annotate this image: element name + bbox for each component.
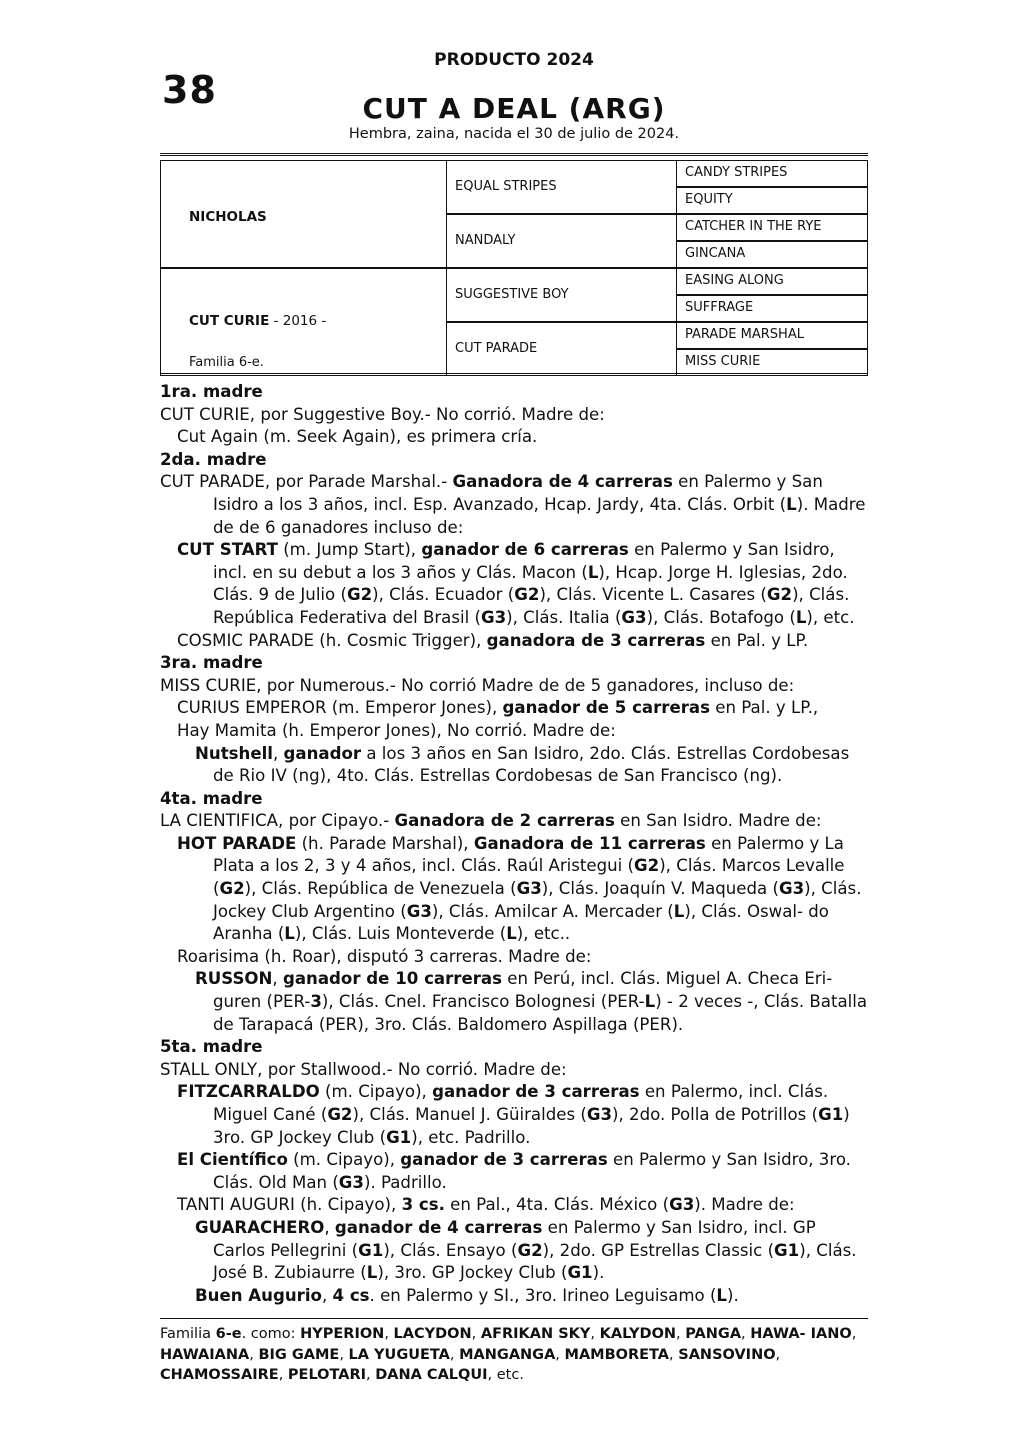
pedigree-gen3-cell xyxy=(676,295,868,322)
text-run: a los 3 años en San Isidro, 2do. Clás. Estrellas Cordobesas de Rio IV (ng), 4to. Clás. Estrellas Cordobesas de San Francisco (ng). xyxy=(213,743,850,786)
text-run: LA CIENTIFICA, por Cipayo.- xyxy=(160,811,395,831)
text-run: , xyxy=(249,1346,259,1363)
bold-text: HOT PARADE xyxy=(177,833,297,853)
text-run: ). xyxy=(727,1285,739,1305)
text-run: en Palermo y La Plata a los 2, 3 y 4 años, incl. Clás. Raúl Aristegui ( xyxy=(213,833,844,876)
text-run: CUT CURIE, por Suggestive Boy.- No corrió. Madre de: xyxy=(160,404,605,424)
bold-text: ganador de 3 carreras xyxy=(432,1082,640,1102)
text-run: ), etc. Padrillo. xyxy=(411,1127,531,1147)
bold-text: G2 xyxy=(346,585,373,605)
text-run: en Palermo y San Isidro, 3ro. Clás. Old Man ( xyxy=(213,1150,851,1192)
bold-text: PELOTARI xyxy=(287,1367,367,1383)
bold-text: G1 xyxy=(818,1105,844,1124)
produce-paragraph xyxy=(160,1194,872,1217)
bold-text: Buen Augurio xyxy=(195,1285,322,1305)
pedigree-dam: CUT CURIE xyxy=(189,313,270,329)
text-run: ), Clás. Italia ( xyxy=(506,607,622,627)
bold-text: PANGA xyxy=(685,1326,742,1342)
pedigree-gen3-name: CANDY STRIPES xyxy=(685,165,788,180)
text-run: en Palermo y San Isidro, incl. GP Carlos Pellegrini ( xyxy=(213,1217,816,1260)
bold-text: G3 xyxy=(516,879,542,899)
text-run: Familia xyxy=(160,1326,216,1342)
pedigree-gen3-cell xyxy=(676,187,868,214)
bold-text: HAWA- IANO xyxy=(750,1326,852,1342)
text-run: en Palermo, incl. Clás. Miguel Cané ( xyxy=(213,1082,829,1124)
text-run: ). Madre de: xyxy=(694,1195,795,1215)
text-run: , xyxy=(272,743,284,763)
text-run: , xyxy=(321,1285,333,1305)
bold-text: MANGANGA xyxy=(459,1346,556,1363)
pedigree-gen3-name: SUFFRAGE xyxy=(685,300,754,315)
text-run: ), etc. xyxy=(806,607,855,627)
text-run: . como: xyxy=(241,1326,301,1342)
bold-text: 4 cs xyxy=(332,1285,370,1305)
bold-text: RUSSON xyxy=(195,969,273,989)
produce-paragraph xyxy=(160,946,872,969)
pedigree-dam-dam: CUT PARADE xyxy=(455,341,538,356)
pedigree-sire-sire: EQUAL STRIPES xyxy=(455,179,557,194)
text-run: , xyxy=(384,1326,394,1342)
bold-text: G3 xyxy=(586,1105,613,1124)
bold-text: Nutshell xyxy=(195,743,273,763)
bold-text: CUT START xyxy=(177,540,278,560)
text-run: ), Clás. Manuel J. Güiraldes ( xyxy=(352,1105,587,1124)
pedigree-sire-dam: NANDALY xyxy=(455,233,516,248)
product-year-heading: PRODUCTO 2024 xyxy=(434,50,594,70)
pedigree-table xyxy=(160,153,868,376)
text-run: ), Hcap. Jorge H. Iglesias, 2do. Clás. 9 de Julio ( xyxy=(213,562,848,605)
bold-text: L xyxy=(506,924,517,944)
text-run: ), Clás. Amilcar A. Mercader ( xyxy=(431,901,674,921)
bold-text: 3 cs. xyxy=(401,1195,445,1215)
text-run: ). Madre de de 6 ganadores incluso de: xyxy=(213,494,866,537)
text-run: , xyxy=(471,1326,481,1342)
text-run: , xyxy=(366,1367,376,1383)
pedigree-sire-dam-cell xyxy=(446,214,677,268)
produce-paragraph xyxy=(160,404,872,427)
text-run: ), Clás. Ensayo ( xyxy=(383,1240,518,1260)
text-run: , xyxy=(339,1346,349,1363)
text-run: , xyxy=(741,1326,751,1342)
produce-paragraph xyxy=(160,833,872,946)
text-run: CUT PARADE, por Parade Marshal.- xyxy=(160,472,453,492)
pedigree-gen3-cell xyxy=(676,322,868,349)
text-run: (m. Jump Start), xyxy=(277,540,422,560)
pedigree-sire: NICHOLAS xyxy=(189,209,267,225)
text-run: ), Clás. Ecuador ( xyxy=(372,585,515,605)
text-run: , xyxy=(590,1326,600,1342)
text-run: COSMIC PARADE (h. Cosmic Trigger), xyxy=(177,630,487,650)
pedigree-gen3-name: PARADE MARSHAL xyxy=(685,327,804,342)
bold-text: L xyxy=(587,562,599,582)
pedigree-gen3-cell xyxy=(676,214,868,241)
bold-text: G2 xyxy=(766,585,793,605)
produce-paragraph xyxy=(160,539,872,629)
text-run: . en Palermo y SI., 3ro. Irineo Leguisamo ( xyxy=(369,1285,717,1305)
pedigree-familia: Familia 6-e. xyxy=(189,355,264,370)
produce-paragraph xyxy=(160,1285,872,1308)
text-run: ), etc.. xyxy=(516,924,571,944)
text-run: CURIUS EMPEROR (m. Emperor Jones), xyxy=(177,698,503,718)
dam-generation-heading: 3ra. madre xyxy=(160,653,263,673)
produce-paragraph xyxy=(160,743,872,788)
bold-text: G3 xyxy=(480,607,507,627)
text-run: en Pal. y LP., xyxy=(710,698,819,718)
text-run: ) 3ro. GP Jockey Club ( xyxy=(213,1105,850,1147)
bold-text: L xyxy=(786,494,797,514)
bold-text: G2 xyxy=(634,856,660,876)
text-run: en Pal. y LP. xyxy=(705,630,809,650)
text-run: ), Clás. Marcos Levalle ( xyxy=(213,856,845,899)
bold-text: L xyxy=(644,992,656,1012)
bold-text: G3 xyxy=(621,607,647,627)
bold-text: ganador de 4 carreras xyxy=(334,1217,543,1237)
bold-text: ganador xyxy=(283,743,362,763)
bold-text: ganador de 5 carreras xyxy=(502,698,711,718)
pedigree-gen3-cell xyxy=(676,268,868,295)
text-run: , xyxy=(449,1346,460,1363)
bold-text: CHAMOSSAIRE xyxy=(160,1367,279,1383)
dam-generation-heading: 4ta. madre xyxy=(160,788,263,808)
bold-text: ganador de 10 carreras xyxy=(282,969,502,989)
bold-text: LA YUGUETA xyxy=(348,1346,450,1363)
bold-text: Ganadora de 2 carreras xyxy=(394,811,615,831)
pedigree-gen3-name: GINCANA xyxy=(685,246,746,261)
bold-text: G3 xyxy=(669,1195,695,1215)
pedigree-dam-sire-cell xyxy=(446,268,677,322)
text-run: , xyxy=(324,1217,335,1237)
pedigree-sire-sire-cell xyxy=(446,160,677,214)
bold-text: KALYDON xyxy=(599,1326,677,1342)
text-run: (m. Cipayo), xyxy=(287,1150,401,1170)
bold-text: 6-e xyxy=(215,1326,242,1342)
text-run: en Palermo y San Isidro, incl. en su debut a los 3 años y Clás. Macon ( xyxy=(213,540,835,582)
produce-paragraph xyxy=(160,810,872,833)
text-run: ), Clás. José B. Zubiaurre ( xyxy=(213,1240,857,1283)
bold-text: BIG GAME xyxy=(258,1346,340,1363)
bold-text: L xyxy=(795,607,807,627)
bold-text: ganadora de 3 carreras xyxy=(486,630,706,650)
bold-text: G1 xyxy=(774,1240,800,1260)
produce-record xyxy=(160,381,872,1307)
bold-text: ganador de 3 carreras xyxy=(400,1150,608,1170)
text-run: ), Clás. Vicente L. Casares ( xyxy=(539,585,767,605)
text-run: , etc. xyxy=(487,1367,524,1383)
pedigree-dam-sire: SUGGESTIVE BOY xyxy=(455,287,569,302)
bold-text: G3 xyxy=(406,901,432,921)
pedigree-dam-cell xyxy=(160,268,447,376)
dam-generation-heading: 2da. madre xyxy=(160,449,267,469)
horse-name: CUT A DEAL (ARG) xyxy=(362,92,666,125)
produce-paragraph xyxy=(160,697,872,720)
produce-paragraph xyxy=(160,1149,872,1194)
text-run: STALL ONLY, por Stallwood.- No corrió. Madre de: xyxy=(160,1059,567,1079)
lot-number: 38 xyxy=(162,68,217,112)
produce-paragraph xyxy=(160,1217,872,1285)
produce-paragraph xyxy=(160,1059,872,1082)
text-run: (m. Cipayo), xyxy=(319,1082,433,1102)
bold-text: LACYDON xyxy=(393,1326,472,1342)
pedigree-gen3-cell xyxy=(676,160,868,187)
bold-text: GUARACHERO xyxy=(195,1217,325,1237)
dam-generation-heading: 1ra. madre xyxy=(160,382,263,401)
bold-text: G2 xyxy=(219,879,245,899)
bold-text: L xyxy=(284,924,295,944)
bold-text: G3 xyxy=(778,879,805,899)
bold-text: HAWAIANA xyxy=(160,1346,250,1363)
text-run: en Palermo y San Isidro a los 3 años, incl. Esp. Avanzado, Hcap. Jardy, 4ta. Clás. Orbit ( xyxy=(213,472,823,514)
produce-paragraph xyxy=(160,426,872,449)
pedigree-gen3-name: MISS CURIE xyxy=(685,354,761,369)
footer-divider xyxy=(160,1318,868,1319)
pedigree-gen3-cell xyxy=(676,349,868,376)
bold-text: DANA CALQUI xyxy=(375,1367,488,1383)
bold-text: G3 xyxy=(338,1172,364,1192)
produce-paragraph xyxy=(160,675,872,698)
produce-paragraph xyxy=(160,471,872,539)
text-run: ). Padrillo. xyxy=(363,1172,447,1192)
produce-paragraph xyxy=(160,968,872,1036)
bold-text: SANSOVINO xyxy=(678,1346,776,1363)
bold-text: G1 xyxy=(386,1127,412,1147)
bold-text: G2 xyxy=(514,585,540,605)
text-run: en Perú, incl. Clás. Miguel A. Checa Eri- guren (PER- xyxy=(213,969,833,1012)
text-run: TANTI AUGURI (h. Cipayo), xyxy=(177,1195,402,1215)
produce-paragraph xyxy=(160,630,872,653)
bold-text: L xyxy=(673,901,685,921)
bold-text: Ganadora de 4 carreras xyxy=(452,472,673,492)
text-run: en Pal., 4ta. Clás. México ( xyxy=(444,1195,670,1215)
pedigree-gen3-name: EQUITY xyxy=(685,192,733,207)
pedigree-dam-dam-cell xyxy=(446,322,677,376)
bold-text: Ganadora de 11 carreras xyxy=(473,833,706,853)
text-run: (h. Parade Marshal), xyxy=(296,833,474,853)
bold-text: ganador de 6 carreras xyxy=(421,540,629,560)
text-run: , xyxy=(669,1346,679,1363)
text-run: ) - 2 veces -, Clás. Batalla de Tarapacá (PER), 3ro. Clás. Baldomero Aspillaga (PER). xyxy=(213,992,868,1034)
bold-text: G2 xyxy=(327,1105,353,1124)
text-run: MISS CURIE, por Numerous.- No corrió Madre de de 5 ganadores, incluso de: xyxy=(160,675,795,695)
text-run: , xyxy=(272,969,283,989)
text-run: ), Clás. Cnel. Francisco Bolognesi (PER- xyxy=(321,992,645,1012)
text-run: ), Clás. Oswal- do Aranha ( xyxy=(213,901,829,944)
text-run: ), 2do. GP Estrellas Classic ( xyxy=(542,1240,775,1260)
bold-text: HYPERION xyxy=(300,1326,385,1342)
bold-text: El Científico xyxy=(177,1150,288,1170)
text-run: Hay Mamita (h. Emperor Jones), No corrió. Madre de: xyxy=(177,720,616,740)
horse-description: Hembra, zaina, nacida el 30 de julio de 2024. xyxy=(348,126,680,142)
text-run: , xyxy=(775,1346,781,1363)
pedigree-gen3-name: EASING ALONG xyxy=(685,273,784,288)
text-run: , xyxy=(555,1346,565,1363)
text-run: , xyxy=(278,1367,288,1383)
text-run: ), 2do. Polla de Potrillos ( xyxy=(612,1105,819,1124)
text-run: ). xyxy=(592,1263,605,1283)
produce-paragraph xyxy=(160,720,872,743)
bold-text: G2 xyxy=(517,1240,543,1260)
text-run: ), 3ro. GP Jockey Club ( xyxy=(377,1263,568,1283)
pedigree-dam-year: - 2016 - xyxy=(269,313,327,329)
text-run: ), Clás. Luis Monteverde ( xyxy=(294,924,507,944)
text-run: ), Clás. Jockey Club Argentino ( xyxy=(213,879,862,921)
pedigree-sire-cell xyxy=(160,160,447,268)
text-run: ), Clás. República de Venezuela ( xyxy=(244,879,517,899)
bold-text: G1 xyxy=(567,1263,593,1283)
bold-text: FITZCARRALDO xyxy=(177,1082,320,1102)
text-run: , xyxy=(676,1326,686,1342)
text-run: en San Isidro. Madre de: xyxy=(614,811,822,831)
bold-text: 3 xyxy=(310,992,322,1012)
pedigree-gen3-cell xyxy=(676,241,868,268)
text-run: ), Clás. Joaquín V. Maqueda ( xyxy=(541,879,779,899)
text-run: Cut Again (m. Seek Again), es primera cría. xyxy=(177,427,538,447)
bold-text: MAMBORETA xyxy=(564,1346,670,1363)
dam-generation-heading: 5ta. madre xyxy=(160,1037,263,1057)
bold-text: L xyxy=(716,1285,727,1305)
text-run: Roarisima (h. Roar), disputó 3 carreras. Madre de: xyxy=(177,946,592,966)
text-run: ), Clás. Botafogo ( xyxy=(646,607,796,627)
bold-text: AFRIKAN SKY xyxy=(480,1326,591,1342)
pedigree-dam-line xyxy=(189,313,326,329)
family-footer xyxy=(160,1324,872,1386)
text-run: ), Clás. República Federativa del Brasil ( xyxy=(213,585,850,627)
bold-text: G1 xyxy=(358,1240,384,1260)
bold-text: L xyxy=(366,1263,378,1283)
pedigree-gen3-name: CATCHER IN THE RYE xyxy=(685,219,822,234)
text-run: , xyxy=(851,1326,857,1342)
produce-paragraph xyxy=(160,1081,872,1149)
